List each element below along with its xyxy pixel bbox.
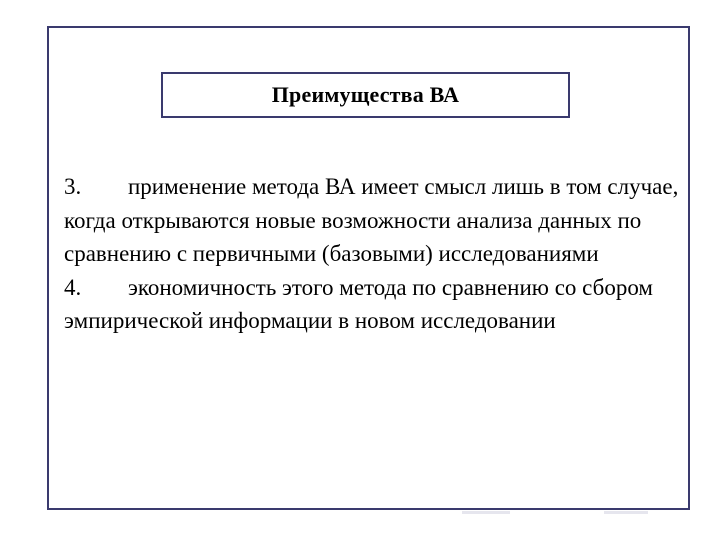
title-box xyxy=(161,72,570,118)
list-item xyxy=(64,170,686,271)
decorative-mark xyxy=(462,511,510,514)
slide-body xyxy=(64,170,686,338)
item-number: 4. xyxy=(64,274,82,300)
decorative-mark xyxy=(604,511,648,514)
list-item xyxy=(64,271,686,338)
item-number: 3. xyxy=(64,174,82,199)
slide-title: Преимущества ВА xyxy=(271,82,460,107)
item-text: применение метода ВА имеет смысл лишь в том случае, когда открываются новые возможности анализа данных по сравнению с первичными (базовыми) исследованиями xyxy=(64,174,679,266)
item-text: экономичность этого метода по сравнению со сбором эмпирической информации в новом исследовании xyxy=(64,274,653,333)
